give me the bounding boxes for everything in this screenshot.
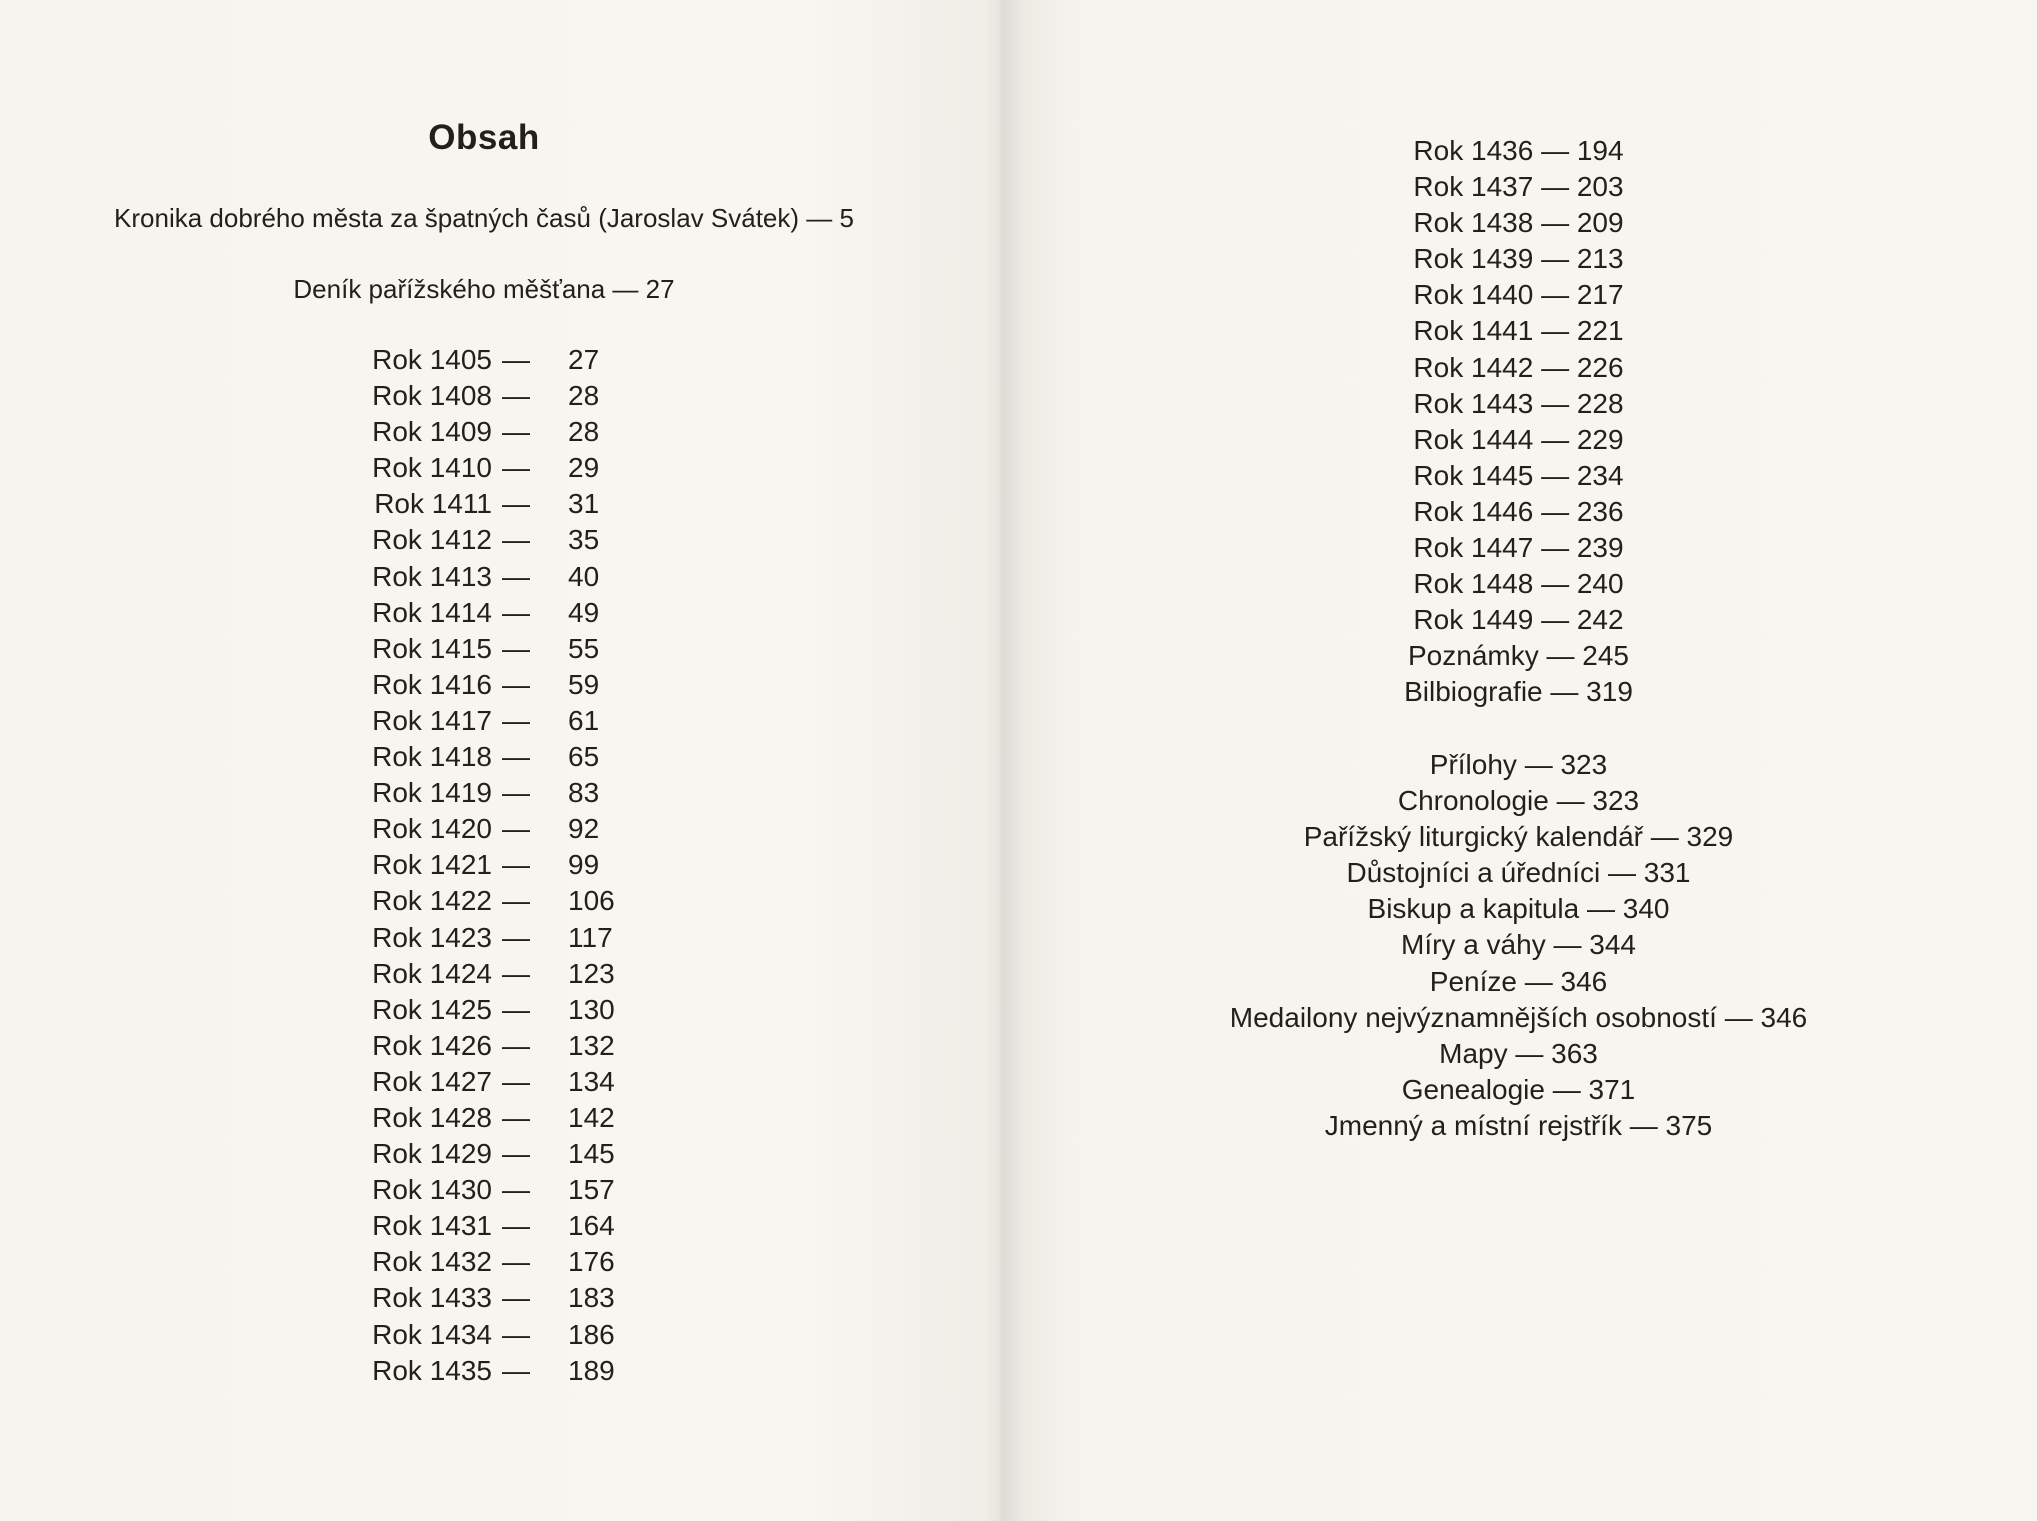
toc-row: Rok 1449 — 242 bbox=[1413, 604, 1624, 636]
toc-appendix-row: Důstojníci a úředníci — 331 bbox=[1346, 857, 1691, 889]
right-page bbox=[1000, 0, 2037, 1521]
toc-row-label: Rok 1405 bbox=[372, 344, 492, 375]
toc-row-dash: — bbox=[502, 1101, 530, 1133]
toc-row: Rok 1437 — 203 bbox=[1413, 171, 1624, 203]
toc-row-page: 142 bbox=[568, 1101, 615, 1133]
toc-row bbox=[0, 775, 1000, 811]
toc-row-label: Rok 1425 bbox=[372, 993, 492, 1025]
toc-row bbox=[0, 956, 1000, 992]
toc-row bbox=[0, 631, 1000, 667]
toc-row-label: Rok 1430 bbox=[372, 1174, 492, 1206]
toc-row bbox=[0, 342, 1000, 378]
toc-row: Rok 1440 — 217 bbox=[1413, 279, 1624, 311]
toc-row-page: 130 bbox=[568, 993, 615, 1025]
toc-row-dash: — bbox=[502, 1282, 530, 1314]
toc-row bbox=[0, 414, 1000, 450]
toc-appendix-row: Míry a váhy — 344 bbox=[1401, 929, 1636, 961]
toc-row-dash: — bbox=[502, 344, 530, 375]
toc-row bbox=[0, 1100, 1000, 1136]
toc-appendix-row: Jmenný a místní rejstřík — 375 bbox=[1324, 1109, 1713, 1141]
toc-row-label: Rok 1428 bbox=[372, 1101, 492, 1133]
toc-row bbox=[0, 1064, 1000, 1100]
toc-row-dash: — bbox=[502, 741, 530, 773]
toc-appendix-row: Mapy — 363 bbox=[1439, 1037, 1598, 1069]
toc-row: Rok 1444 — 229 bbox=[1413, 423, 1624, 455]
toc-row-dash: — bbox=[502, 993, 530, 1025]
toc-appendix-row: Medailony nejvýznamnějších osobností — 346 bbox=[1229, 1001, 1808, 1033]
toc-row-label: Rok 1417 bbox=[372, 704, 492, 736]
toc-row-dash: — bbox=[502, 668, 530, 700]
toc-row-page: 176 bbox=[568, 1246, 615, 1278]
toc-row-label: Rok 1411 bbox=[374, 488, 492, 520]
toc-row: Rok 1447 — 239 bbox=[1413, 532, 1624, 564]
toc-row-page: 123 bbox=[568, 957, 615, 989]
toc-row-dash: — bbox=[502, 1354, 530, 1386]
toc-row-page: 40 bbox=[568, 560, 600, 592]
toc-row-dash: — bbox=[502, 1246, 530, 1278]
toc-row-dash: — bbox=[502, 849, 530, 881]
toc-row-page: 61 bbox=[568, 704, 600, 736]
toc-row-label: Rok 1413 bbox=[372, 560, 492, 592]
toc-row: Rok 1441 — 221 bbox=[1413, 315, 1624, 347]
toc-row-page: 134 bbox=[568, 1065, 615, 1097]
toc-row-dash: — bbox=[502, 813, 530, 845]
toc-row-dash: — bbox=[502, 632, 530, 664]
toc-row-page: 29 bbox=[568, 452, 600, 484]
toc-row bbox=[0, 992, 1000, 1028]
year-list-left bbox=[0, 342, 1000, 1389]
toc-row-page: 49 bbox=[568, 596, 600, 628]
toc-row-dash: — bbox=[502, 957, 530, 989]
toc-row: Poznámky — 245 bbox=[1408, 640, 1629, 672]
toc-row: Rok 1448 — 240 bbox=[1413, 568, 1624, 600]
toc-row bbox=[0, 1172, 1000, 1208]
toc-row-label: Rok 1409 bbox=[372, 416, 492, 448]
toc-row bbox=[0, 522, 1000, 558]
toc-row: Rok 1446 — 236 bbox=[1413, 495, 1624, 527]
toc-row-dash: — bbox=[502, 524, 530, 556]
toc-row-label: Rok 1419 bbox=[372, 777, 492, 809]
toc-row-page: 31 bbox=[568, 488, 600, 520]
toc-row-dash: — bbox=[502, 560, 530, 592]
toc-row-dash: — bbox=[502, 704, 530, 736]
toc-row: Rok 1443 — 228 bbox=[1413, 387, 1624, 419]
toc-row bbox=[0, 1353, 1000, 1389]
toc-row-dash: — bbox=[502, 1029, 530, 1061]
toc-row-dash: — bbox=[502, 1174, 530, 1206]
toc-row: Rok 1442 — 226 bbox=[1413, 351, 1624, 383]
toc-row-dash: — bbox=[502, 1065, 530, 1097]
toc-row bbox=[0, 1280, 1000, 1316]
toc-row bbox=[0, 1244, 1000, 1280]
toc-row-label: Rok 1433 bbox=[372, 1282, 492, 1314]
toc-entry-kronika: Kronika dobrého města za špatných časů (Jaroslav Svátek) — 5 bbox=[114, 203, 854, 233]
toc-row-page: 59 bbox=[568, 668, 600, 700]
toc-row-label: Rok 1414 bbox=[372, 596, 492, 628]
toc-row-label: Rok 1427 bbox=[372, 1065, 492, 1097]
toc-row-label: Rok 1426 bbox=[372, 1029, 492, 1061]
toc-row-page: 27 bbox=[568, 344, 600, 375]
toc-row-label: Rok 1408 bbox=[372, 380, 492, 412]
toc-row-dash: — bbox=[502, 416, 530, 448]
toc-row-page: 65 bbox=[568, 741, 600, 773]
toc-row-label: Rok 1431 bbox=[372, 1210, 492, 1242]
toc-row-dash: — bbox=[502, 1138, 530, 1170]
toc-row-label: Rok 1429 bbox=[372, 1138, 492, 1170]
toc-row-dash: — bbox=[502, 452, 530, 484]
toc-row bbox=[0, 486, 1000, 522]
toc-row-label: Rok 1422 bbox=[372, 885, 492, 917]
toc-row bbox=[0, 920, 1000, 956]
toc-row-dash: — bbox=[502, 885, 530, 917]
toc-entry-denik: Deník pařížského měšťana — 27 bbox=[293, 274, 675, 304]
toc-row-page: 186 bbox=[568, 1318, 615, 1350]
toc-row-dash: — bbox=[502, 596, 530, 628]
toc-row-page: 35 bbox=[568, 524, 600, 556]
toc-row-dash: — bbox=[502, 380, 530, 412]
toc-row-label: Rok 1432 bbox=[372, 1246, 492, 1278]
toc-appendix-row: Přílohy — 323 bbox=[1429, 749, 1608, 780]
toc-row-dash: — bbox=[502, 1318, 530, 1350]
toc-row bbox=[0, 378, 1000, 414]
toc-row-page: 132 bbox=[568, 1029, 615, 1061]
toc-row bbox=[0, 703, 1000, 739]
toc-row-page: 106 bbox=[568, 885, 615, 917]
toc-row-dash: — bbox=[502, 777, 530, 809]
toc-row-page: 28 bbox=[568, 416, 600, 448]
toc-row-page: 55 bbox=[568, 632, 600, 664]
toc-row bbox=[0, 667, 1000, 703]
toc-row-label: Rok 1418 bbox=[372, 741, 492, 773]
toc-row: Rok 1439 — 213 bbox=[1413, 243, 1624, 275]
toc-row-page: 183 bbox=[568, 1282, 615, 1314]
toc-row-dash: — bbox=[502, 1210, 530, 1242]
toc-row bbox=[0, 595, 1000, 631]
toc-row-dash: — bbox=[502, 921, 530, 953]
toc-row bbox=[0, 1136, 1000, 1172]
toc-row: Bilbiografie — 319 bbox=[1404, 676, 1633, 708]
toc-row bbox=[0, 847, 1000, 883]
appendix-list bbox=[1000, 747, 2037, 1144]
toc-row-page: 28 bbox=[568, 380, 600, 412]
toc-row-page: 83 bbox=[568, 777, 600, 809]
book-gutter bbox=[985, 0, 1025, 1521]
toc-row bbox=[0, 1028, 1000, 1064]
toc-row-page: 99 bbox=[568, 849, 600, 881]
toc-row: Rok 1445 — 234 bbox=[1413, 459, 1624, 491]
toc-row-page: 92 bbox=[568, 813, 600, 845]
toc-appendix-row: Biskup a kapitula — 340 bbox=[1367, 893, 1670, 925]
toc-row-page: 145 bbox=[568, 1138, 615, 1170]
page-title: Obsah bbox=[428, 118, 540, 157]
toc-row-label: Rok 1415 bbox=[372, 632, 492, 664]
toc-appendix-row: Peníze — 346 bbox=[1429, 965, 1608, 997]
toc-appendix-row: Genealogie — 371 bbox=[1401, 1073, 1636, 1105]
toc-row-label: Rok 1435 bbox=[372, 1354, 492, 1386]
toc-row bbox=[0, 1317, 1000, 1353]
left-page bbox=[0, 0, 1000, 1521]
toc-row: Rok 1436 — 194 bbox=[1413, 135, 1624, 166]
toc-row-page: 117 bbox=[568, 921, 613, 953]
toc-row-page: 157 bbox=[568, 1174, 615, 1206]
toc-row-page: 189 bbox=[568, 1354, 615, 1386]
toc-row-dash: — bbox=[502, 488, 530, 520]
toc-row bbox=[0, 739, 1000, 775]
toc-row bbox=[0, 450, 1000, 486]
toc-row-label: Rok 1416 bbox=[372, 668, 492, 700]
toc-row-page: 164 bbox=[568, 1210, 615, 1242]
toc-row-label: Rok 1412 bbox=[372, 524, 492, 556]
toc-row-label: Rok 1421 bbox=[372, 849, 492, 881]
year-list-right bbox=[1000, 133, 2037, 711]
toc-row bbox=[0, 559, 1000, 595]
toc-row: Rok 1438 — 209 bbox=[1413, 207, 1624, 239]
toc-row bbox=[0, 1208, 1000, 1244]
toc-row-label: Rok 1434 bbox=[372, 1318, 492, 1350]
toc-row-label: Rok 1420 bbox=[372, 813, 492, 845]
toc-appendix-row: Chronologie — 323 bbox=[1397, 785, 1640, 817]
toc-row-label: Rok 1424 bbox=[372, 957, 492, 989]
toc-row-label: Rok 1410 bbox=[372, 452, 492, 484]
toc-row bbox=[0, 883, 1000, 919]
toc-row bbox=[0, 811, 1000, 847]
toc-row-label: Rok 1423 bbox=[372, 921, 492, 953]
toc-appendix-row: Pařížský liturgický kalendář — 329 bbox=[1303, 821, 1734, 853]
